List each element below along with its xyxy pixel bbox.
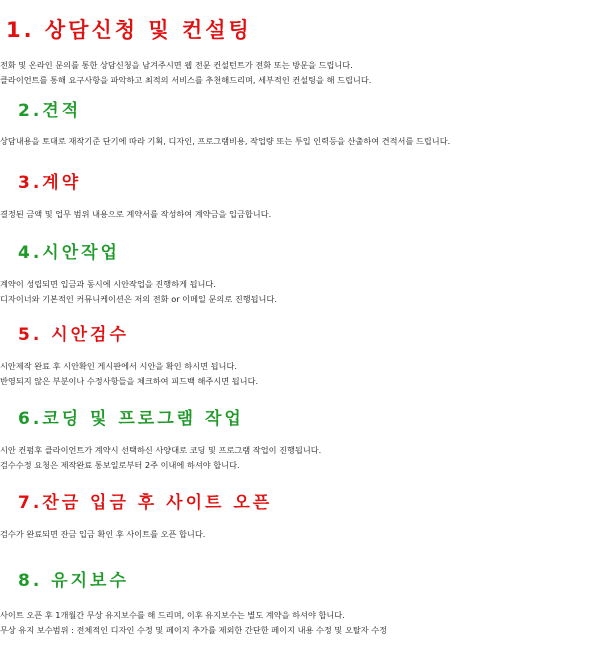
section-text-line: 계약이 성립되면 입금과 동시에 시안작업을 진행하게 됩니다. [0,279,216,289]
section-title: 6.코딩 및 프로그램 작업 [18,409,244,429]
section-text-line: 무상 유지 보수범위 : 전체적인 디자인 수정 및 페이지 추가를 제외한 간단한 페이지 내용 수정 및 오탈자 수정 [0,625,388,635]
section-text-line: 시안제작 완료 후 시안확인 게시판에서 시안을 확인 하시면 됩니다. [0,361,237,371]
section-title: 7.잔금 입금 후 사이트 오픈 [18,493,273,513]
section-coding [0,404,600,473]
section-maintenance [0,566,600,638]
section-text-line: 검수수정 요청은 제작완료 통보일로부터 2주 이내에 하셔야 합니다. [0,460,240,470]
section-text-line: 전화 및 온라인 문의를 통한 상담신청을 남겨주시면 웹 전문 컨설턴트가 전화 또는 방문을 드립니다. [0,60,353,70]
section-text-line: 상담내용을 토대로 재작기준 단기에 따라 기획, 디자인, 프로그램비용, 작업량 또는 투입 인력등을 산출하여 견적서를 드립니다. [0,136,451,146]
section-review [0,320,600,389]
section-text-line: 사이트 오픈 후 1개월간 무상 유지보수를 해 드리며, 이후 유지보수는 별도 계약을 하셔야 합니다. [0,610,345,620]
section-consulting [0,14,600,88]
section-title: 3.계약 [18,173,82,193]
section-text-line: 디자이너와 기본적인 커뮤니케이션은 저의 전화 or 이메일 문의로 진행됩니다. [0,294,277,304]
section-text-line: 결정된 금액 및 업무 범위 내용으로 계약서를 작성하여 계약금을 입금합니다. [0,209,272,219]
section-text-line: 반영되지 않은 부분이나 수정사항들을 체크하여 피드백 해주시면 됩니다. [0,376,259,386]
section-text-line: 시안 컨펌후 클라이언트가 계약시 선택하신 사양대로 코딩 및 프로그램 작업이 진행됩니다. [0,445,322,455]
section-contract [0,168,600,222]
section-title: 1. 상담신청 및 컨설팅 [6,18,252,42]
section-draft [0,238,600,307]
section-title: 5. 시안검수 [18,325,129,345]
section-title: 2.견적 [18,101,82,121]
section-title: 8. 유지보수 [18,571,129,591]
section-estimate [0,96,600,149]
section-title: 4.시안작업 [18,243,120,263]
section-text-line: 클라이언트를 통해 요구사항을 파악하고 최적의 서비스를 추천해드리며, 세부적인 컨설팅을 해 드립니다. [0,75,372,85]
section-text-line: 검수가 완료되면 잔금 입금 확인 후 사이트를 오픈 합니다. [0,529,206,539]
section-open [0,488,600,542]
